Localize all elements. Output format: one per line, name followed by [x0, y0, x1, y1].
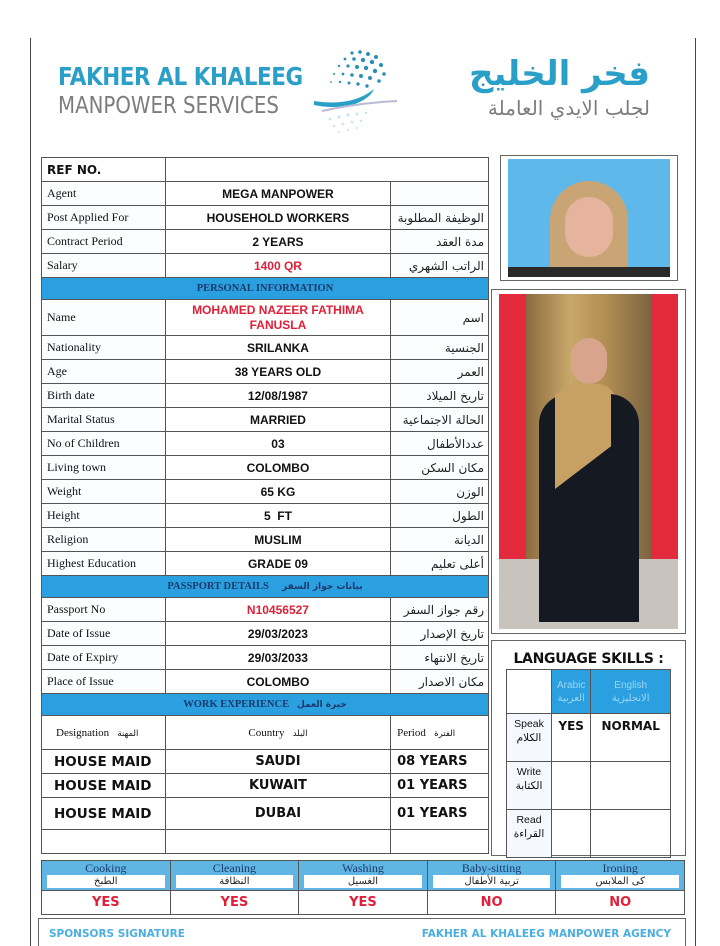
- skill-ironing-value: NO: [556, 891, 685, 915]
- header-ar: البلد: [292, 728, 308, 739]
- read-english-value: [591, 810, 671, 858]
- english-column-header: [591, 670, 671, 714]
- write-arabic-value: [552, 762, 591, 810]
- children-row: [42, 432, 489, 456]
- field-value: SRILANKA: [165, 336, 390, 360]
- arabic-column-header: [552, 670, 591, 714]
- write-row: [507, 762, 671, 810]
- field-value: 03: [165, 432, 390, 456]
- contract-value: 2 YEARS: [165, 230, 390, 254]
- row-label-ar: القراءة: [513, 828, 545, 840]
- company-name-arabic-line1: فخر الخليج: [469, 54, 650, 94]
- field-value: GRADE 09: [165, 552, 390, 576]
- full-body-image: [499, 294, 678, 629]
- field-label: Birth date: [42, 384, 166, 408]
- speak-row: [507, 714, 671, 762]
- section-title-en: PASSPORT DETAILS: [167, 581, 269, 592]
- letterhead: [40, 40, 680, 150]
- field-label: Salary: [42, 254, 166, 278]
- field-label: Date of Expiry: [42, 646, 166, 670]
- field-value: MUSLIM: [165, 528, 390, 552]
- ref-value: [165, 158, 488, 182]
- field-label-arabic: تاريخ الإصدار: [391, 622, 489, 646]
- skills-header-row: [42, 861, 685, 891]
- section-header-personal: [42, 278, 489, 300]
- section-header-passport: [42, 576, 489, 598]
- name-row: [42, 300, 489, 336]
- row-label-en: Write: [516, 766, 542, 778]
- post-value: HOUSEHOLD WORKERS: [165, 206, 390, 230]
- birthdate-row: [42, 384, 489, 408]
- field-label: Place of Issue: [42, 670, 166, 694]
- name-line2: FANUSLA: [249, 317, 307, 332]
- skill-cleaning-value: YES: [170, 891, 299, 915]
- contract-row: [42, 230, 489, 254]
- header-en: Period: [397, 726, 426, 739]
- field-label-arabic: الحالة الاجتماعية: [391, 408, 489, 432]
- row-label-en: Read: [516, 814, 542, 826]
- section-title: PERSONAL INFORMATION: [42, 278, 489, 300]
- field-value: 29/03/2023: [165, 622, 390, 646]
- page-border-left: [30, 38, 31, 946]
- field-label-arabic: الطول: [391, 504, 489, 528]
- period-header: [391, 716, 489, 750]
- field-label-arabic: أعلى تعليم: [391, 552, 489, 576]
- skills-value-row: [42, 891, 685, 915]
- age-row: [42, 360, 489, 384]
- salary-value: 1400 QR: [165, 254, 390, 278]
- header-ar: الانجليزية: [611, 692, 650, 704]
- skill-ar: تربية الأطفال: [433, 875, 551, 888]
- issue-place-row: [42, 670, 489, 694]
- skill-ar: كى الملابس: [561, 875, 679, 888]
- passport-number-value: N10456527: [165, 598, 390, 622]
- language-header-row: [507, 670, 671, 714]
- skill-ironing-header: [556, 861, 685, 891]
- weight-row: [42, 480, 489, 504]
- skill-washing-value: YES: [299, 891, 428, 915]
- field-label-arabic: الديانة: [391, 528, 489, 552]
- header-en: Country: [248, 726, 285, 739]
- row-label-en: Speak: [514, 718, 544, 730]
- name-value: [165, 300, 390, 336]
- skill-en: Cleaning: [212, 861, 257, 875]
- speak-arabic-value: YES: [552, 714, 591, 762]
- field-label: Passport No: [42, 598, 166, 622]
- work-row: [42, 798, 489, 830]
- ref-label: REF NO.: [42, 158, 166, 182]
- section-title-en: WORK EXPERIENCE: [183, 699, 290, 710]
- row-label: [507, 762, 552, 810]
- page-border-right: [695, 38, 696, 946]
- town-row: [42, 456, 489, 480]
- passport-photo: [500, 155, 678, 281]
- company-name-arabic: [469, 54, 650, 120]
- name-line1: MOHAMED NAZEER FATHIMA: [192, 302, 364, 317]
- header-ar: الفترة: [434, 728, 456, 739]
- section-title-ar: خبرة العمل: [296, 700, 347, 710]
- religion-row: [42, 528, 489, 552]
- field-label-arabic: مكان السكن: [391, 456, 489, 480]
- row-label-ar: الكلام: [516, 732, 542, 744]
- field-label-arabic: الجنسية: [391, 336, 489, 360]
- designation-header: [42, 716, 166, 750]
- skill-en: Baby-sitting: [461, 861, 522, 875]
- skill-en: Cooking: [85, 861, 127, 875]
- row-label: [507, 810, 552, 858]
- row-label-ar: الكتابة: [515, 780, 543, 792]
- field-label-arabic: تاريخ الانتهاء: [391, 646, 489, 670]
- work-row: [42, 774, 489, 798]
- company-name-english: [58, 62, 343, 119]
- field-label-arabic: رقم جواز السفر: [391, 598, 489, 622]
- designation-value: HOUSE MAID: [42, 750, 166, 774]
- work-row-empty: [42, 830, 489, 854]
- agency-signature-label: FAKHER AL KHALEEG MANPOWER AGENCY: [421, 928, 671, 940]
- field-label-arabic: الوظيفة المطلوبة: [391, 206, 489, 230]
- passport-no-row: [42, 598, 489, 622]
- company-logo-icon: [312, 45, 402, 137]
- field-label: Age: [42, 360, 166, 384]
- field-label: Highest Education: [42, 552, 166, 576]
- field-value: MARRIED: [165, 408, 390, 432]
- period-value: 01 YEARS: [391, 798, 489, 830]
- empty-cell: [391, 830, 489, 854]
- skill-cooking-header: [42, 861, 171, 891]
- skills-table: [41, 860, 685, 915]
- field-label: Living town: [42, 456, 166, 480]
- country-value: DUBAI: [165, 798, 390, 830]
- field-label-arabic: اسم: [391, 300, 489, 336]
- field-label-arabic: عددالأطفال: [391, 432, 489, 456]
- empty-cell: [507, 670, 552, 714]
- field-label: Date of Issue: [42, 622, 166, 646]
- issue-date-row: [42, 622, 489, 646]
- speak-english-value: NORMAL: [591, 714, 671, 762]
- section-title: [42, 694, 489, 716]
- country-value: SAUDI: [165, 750, 390, 774]
- empty-cell: [165, 830, 390, 854]
- field-label-arabic: العمر: [391, 360, 489, 384]
- ref-row: [42, 158, 489, 182]
- salary-row: [42, 254, 489, 278]
- work-header-row: [42, 716, 489, 750]
- section-title-ar: بيانات جواز السفر: [281, 582, 363, 592]
- language-skills-table: [506, 669, 671, 858]
- marital-row: [42, 408, 489, 432]
- field-value: COLOMBO: [165, 670, 390, 694]
- period-value: 01 YEARS: [391, 774, 489, 798]
- company-name-line1: FAKHER AL KHALEEG: [58, 62, 303, 91]
- period-value: 08 YEARS: [391, 750, 489, 774]
- full-length-photo: [491, 289, 686, 634]
- empty-cell: [42, 830, 166, 854]
- field-label: Contract Period: [42, 230, 166, 254]
- height-row: [42, 504, 489, 528]
- skill-cooking-value: YES: [42, 891, 171, 915]
- post-row: [42, 206, 489, 230]
- header-ar: المهنة: [117, 728, 139, 739]
- skill-babysitting-value: NO: [427, 891, 556, 915]
- field-label-arabic: مدة العقد: [391, 230, 489, 254]
- portrait-image: [508, 159, 670, 277]
- company-name-line2: MANPOWER SERVICES: [58, 93, 279, 119]
- skill-ar: الغسيل: [304, 875, 422, 888]
- section-title: [42, 576, 489, 598]
- field-label: Marital Status: [42, 408, 166, 432]
- field-label: Post Applied For: [42, 206, 166, 230]
- field-value: 65 KG: [165, 480, 390, 504]
- field-value: 12/08/1987: [165, 384, 390, 408]
- designation-value: HOUSE MAID: [42, 774, 166, 798]
- field-label-arabic: الراتب الشهري: [391, 254, 489, 278]
- field-label: Nationality: [42, 336, 166, 360]
- field-value: 29/03/2033: [165, 646, 390, 670]
- row-label: [507, 714, 552, 762]
- language-skills-panel: [491, 640, 686, 856]
- write-english-value: [591, 762, 671, 810]
- company-name-arabic-line2: لجلب الايدي العاملة: [487, 96, 650, 120]
- sponsor-signature-label: SPONSORS SIGNATURE: [49, 928, 185, 940]
- header-en: English: [614, 679, 648, 691]
- field-label: Height: [42, 504, 166, 528]
- header-en: Designation: [56, 726, 110, 739]
- field-label: Name: [42, 300, 166, 336]
- signature-box: [38, 918, 686, 946]
- read-arabic-value: [552, 810, 591, 858]
- field-label-arabic: تاريخ الميلاد: [391, 384, 489, 408]
- skill-ar: الطبخ: [47, 875, 165, 888]
- skill-en: Ironing: [602, 861, 638, 875]
- section-header-work: [42, 694, 489, 716]
- skill-cleaning-header: [170, 861, 299, 891]
- field-label-arabic: مكان الاصدار: [391, 670, 489, 694]
- field-value: 5 FT: [165, 504, 390, 528]
- skill-washing-header: [299, 861, 428, 891]
- language-skills-title: LANGUAGE SKILLS :: [513, 651, 664, 667]
- field-value: COLOMBO: [165, 456, 390, 480]
- skill-en: Washing: [342, 861, 384, 875]
- nationality-row: [42, 336, 489, 360]
- education-row: [42, 552, 489, 576]
- field-label: Weight: [42, 480, 166, 504]
- agent-row: [42, 182, 489, 206]
- country-header: [165, 716, 390, 750]
- field-label-arabic: [391, 182, 489, 206]
- work-row: [42, 750, 489, 774]
- header-ar: العربية: [557, 692, 585, 704]
- field-label-arabic: الوزن: [391, 480, 489, 504]
- country-value: KUWAIT: [165, 774, 390, 798]
- expiry-date-row: [42, 646, 489, 670]
- field-label: Religion: [42, 528, 166, 552]
- field-value: 38 YEARS OLD: [165, 360, 390, 384]
- agent-value: MEGA MANPOWER: [165, 182, 390, 206]
- skill-ar: النظافة: [176, 875, 294, 888]
- header-en: Arabic: [557, 679, 586, 691]
- read-row: [507, 810, 671, 858]
- field-label: Agent: [42, 182, 166, 206]
- cv-details-table: [41, 157, 489, 854]
- skill-babysitting-header: [427, 861, 556, 891]
- designation-value: HOUSE MAID: [42, 798, 166, 830]
- field-label: No of Children: [42, 432, 166, 456]
